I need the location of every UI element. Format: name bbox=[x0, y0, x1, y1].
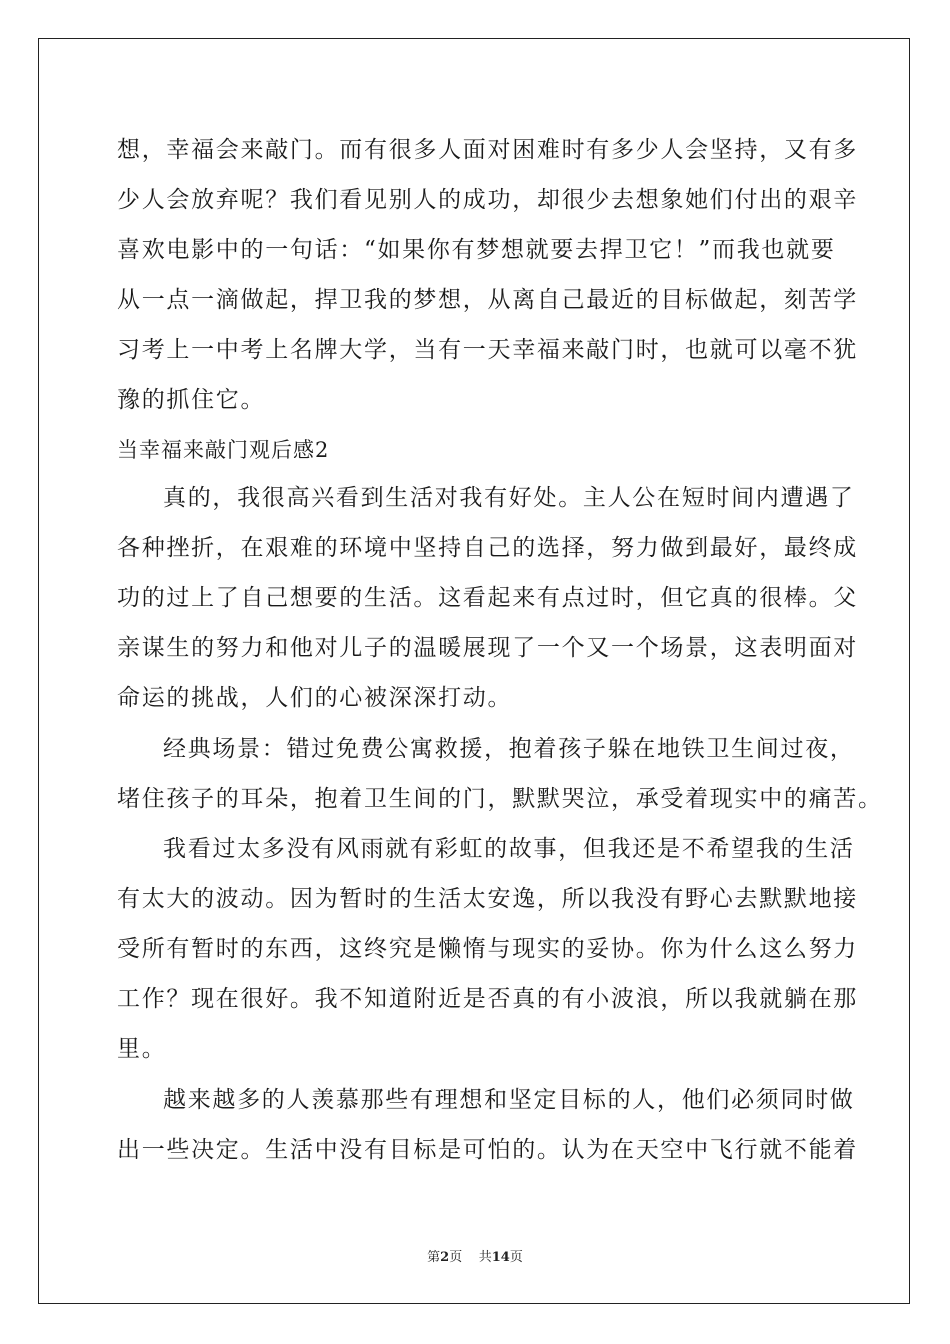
text-line: 受所有暂时的东西，这终究是懒惰与现实的妥协。你为什么这么努力 bbox=[117, 936, 858, 962]
page-number-prefix: 第 bbox=[427, 1250, 441, 1265]
text-line: 工作？现在很好。我不知道附近是否真的有小波浪，所以我就躺在那 bbox=[117, 986, 858, 1012]
total-pages-suffix: 页 bbox=[509, 1250, 523, 1265]
text-line: 各种挫折，在艰难的环境中坚持自己的选择，努力做到最好，最终成 bbox=[117, 535, 858, 561]
total-pages: 14 bbox=[491, 1250, 510, 1265]
text-line: 越来越多的人羡慕那些有理想和坚定目标的人，他们必须同时做 bbox=[163, 1087, 855, 1113]
text-line: 命运的挑战，人们的心被深深打动。 bbox=[117, 685, 513, 711]
text-line: 功的过上了自己想要的生活。这看起来有点过时，但它真的很棒。父 bbox=[117, 585, 858, 611]
text-line: 亲谋生的努力和他对儿子的温暖展现了一个又一个场景，这表明面对 bbox=[117, 635, 858, 661]
text-line: 堵住孩子的耳朵，抱着卫生间的门，默默哭泣，承受着现实中的痛苦。 bbox=[117, 786, 883, 812]
text-line: 想，幸福会来敲门。而有很多人面对困难时有多少人会坚持，又有多 bbox=[117, 137, 858, 163]
page-footer bbox=[0, 1246, 950, 1265]
text-line: 从一点一滴做起，捍卫我的梦想，从离自己最近的目标做起，刻苦学 bbox=[117, 287, 858, 313]
text-line: 出一些决定。生活中没有目标是可怕的。认为在天空中飞行就不能着 bbox=[117, 1137, 858, 1163]
text-line: 喜欢电影中的一句话：“如果你有梦想就要去捍卫它！”而我也就要 bbox=[117, 237, 836, 263]
text-line: 真的，我很高兴看到生活对我有好处。主人公在短时间内遭遇了 bbox=[163, 485, 855, 511]
text-line: 我看过太多没有风雨就有彩虹的故事，但我还是不希望我的生活 bbox=[163, 836, 855, 862]
page-number-suffix: 页 bbox=[449, 1250, 463, 1265]
total-pages-prefix: 共 bbox=[478, 1250, 492, 1265]
text-line: 里。 bbox=[117, 1036, 167, 1062]
section-heading: 当幸福来敲门观后感2 bbox=[117, 438, 330, 462]
text-line: 经典场景：错过免费公寓救援，抱着孩子躲在地铁卫生间过夜， bbox=[163, 736, 855, 762]
text-line: 豫的抓住它。 bbox=[117, 387, 266, 413]
page-number: 2 bbox=[440, 1250, 450, 1265]
text-line: 习考上一中考上名牌大学，当有一天幸福来敲门时，也就可以毫不犹 bbox=[117, 337, 858, 363]
text-line: 少人会放弃呢？我们看见别人的成功，却很少去想象她们付出的艰辛 bbox=[117, 187, 858, 213]
text-line: 有太大的波动。因为暂时的生活太安逸，所以我没有野心去默默地接 bbox=[117, 886, 858, 912]
